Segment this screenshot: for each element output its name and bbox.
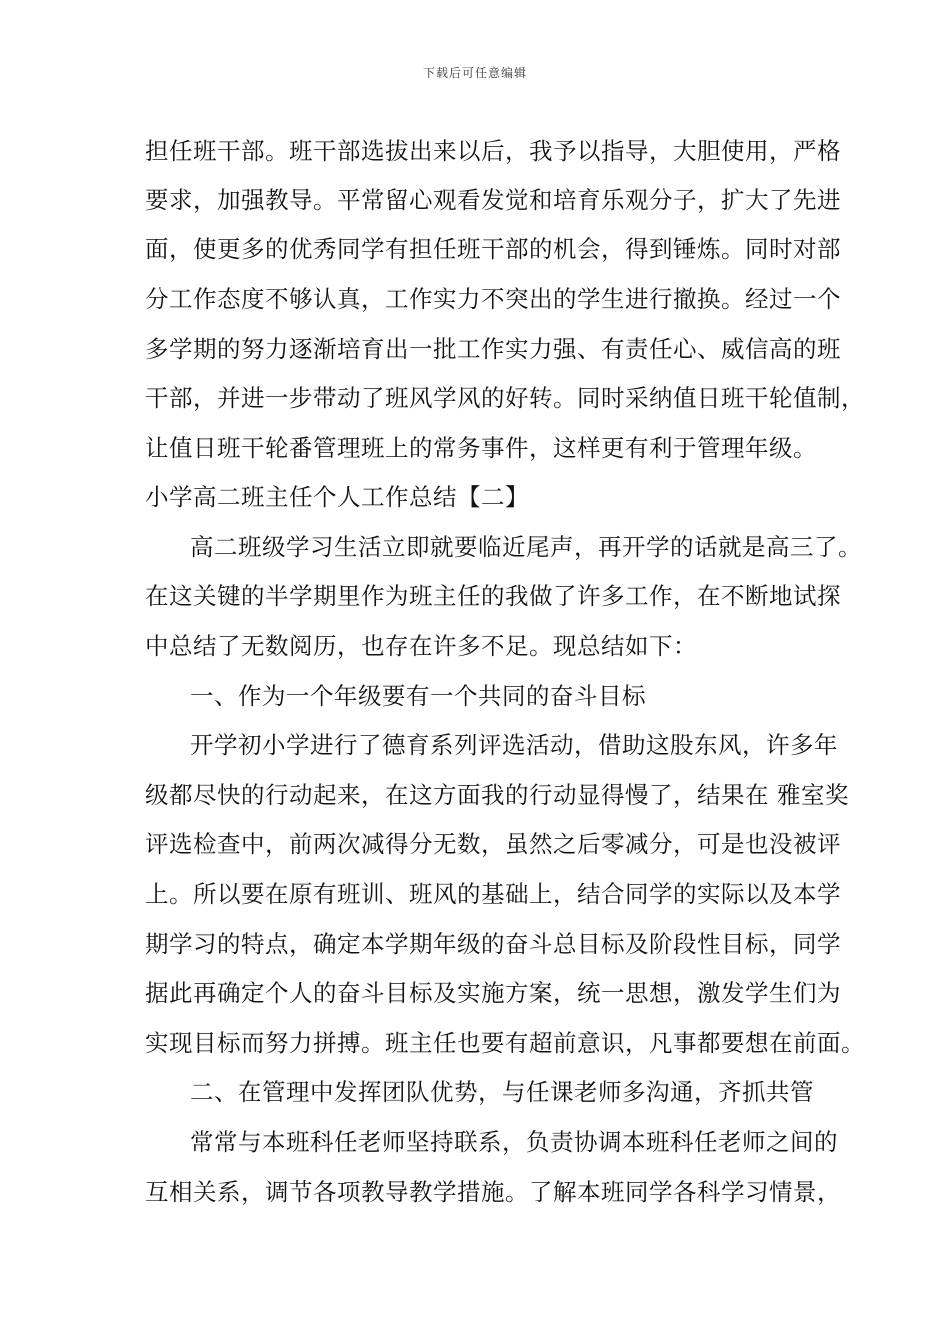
paragraph-line: 期学习的特点，确定本学期年级的奋斗总目标及阶段性目标，同学 [145,930,841,958]
paragraph-line: 常常与本班科任老师坚持联系，负责协调本班科任老师之间的 [190,1128,838,1156]
paragraph-line: 分工作态度不够认真，工作实力不突出的学生进行撤换。经过一个 [145,285,841,313]
section-heading: 二、在管理中发挥团队优势，与任课老师多沟通，齐抓共管 [190,1078,814,1106]
paragraph-line: 上。所以要在原有班训、班风的基础上，结合同学的实际以及本学 [145,880,841,908]
paragraph-line: 高二班级学习生活立即就要临近尾声，再开学的话就是高三了。 [190,533,862,561]
paragraph-line: 级都尽快的行动起来，在这方面我的行动显得慢了，结果在 雅室奖 [145,781,849,809]
paragraph-line: 干部，并进一步带动了班风学风的好转。同时采纳值日班干轮值制， [145,384,865,412]
paragraph-line: 要求，加强教导。平常留心观看发觉和培育乐观分子，扩大了先进 [145,186,841,214]
paragraph-line: 评选检查中，前两次减得分无数，虽然之后零减分，可是也没被评 [145,830,841,858]
paragraph-line: 据此再确定个人的奋斗目标及实施方案，统一思想，激发学生们为 [145,979,841,1007]
section-title: 小学高二班主任个人工作总结【二】 [145,483,529,511]
paragraph-line: 中总结了无数阅历，也存在许多不足。现总结如下： [145,632,697,660]
paragraph-line: 在这关键的半学期里作为班主任的我做了许多工作，在不断地试探 [145,582,841,610]
paragraph-line: 面，使更多的优秀同学有担任班干部的机会，得到锤炼。同时对部 [145,235,841,263]
paragraph-line: 担任班干部。班干部选拔出来以后，我予以指导，大胆使用，严格 [145,137,841,165]
paragraph-line: 开学初小学进行了德育系列评选活动，借助这股东风，许多年 [190,731,838,759]
paragraph-line: 让值日班干轮番管理班上的常务事件，这样更有利于管理年级。 [145,434,817,462]
paragraph-line: 多学期的努力逐渐培育出一批工作实力强、有责任心、威信高的班 [145,335,841,363]
paragraph-line: 互相关系，调节各项教导教学措施。了解本班同学各科学习情景， [145,1178,841,1206]
page-header: 下载后可任意编辑 [422,66,527,80]
section-heading: 一、作为一个年级要有一个共同的奋斗目标 [190,682,646,710]
paragraph-line: 实现目标而努力拼搏。班主任也要有超前意识，凡事都要想在前面。 [145,1029,865,1057]
